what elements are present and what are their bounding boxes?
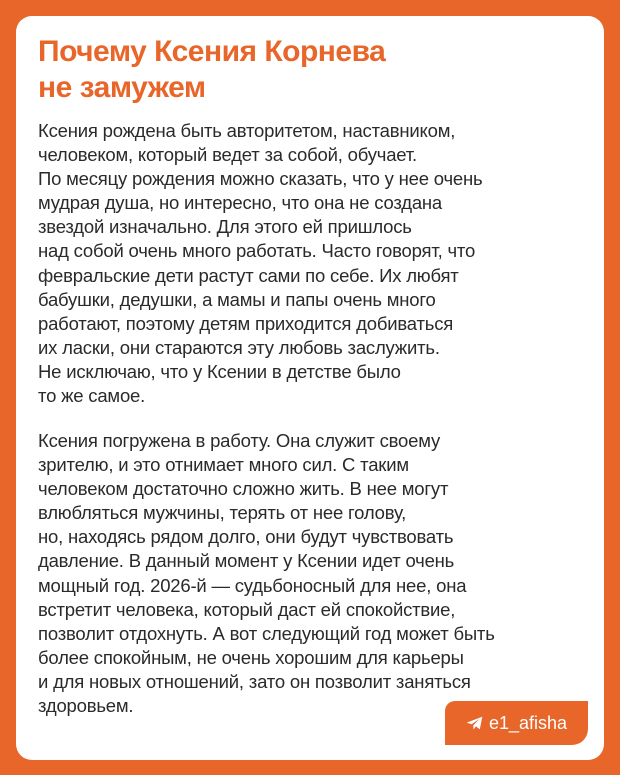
telegram-plane-icon [466,716,483,731]
text-line: то же самое. [38,385,146,407]
text-line: Ксения погружена в работу. Она служит своему [38,430,440,451]
article-card [16,16,604,760]
text-line: работают, поэтому детям приходится добиваться [38,312,454,334]
article-title [38,34,385,106]
title-line: не замужем [38,71,206,104]
text-line: зрителю, и это отнимает много сил. С таким [38,454,409,476]
text-line: влюбляться мужчины, терять от нее голову, [38,502,407,524]
text-line: Не исключаю, что у Ксении в детстве было [38,360,401,382]
text-line: здоровьем. [38,695,134,717]
text-line: давление. В данный момент у Ксении идет очень [38,550,455,572]
telegram-channel-badge[interactable] [445,701,588,745]
text-line: февральские дети растут сами по себе. Их любят [38,264,459,286]
title-line: Почему Ксения Корнева [38,35,386,68]
text-line: встретит человека, который даст ей спокойствие, [38,598,456,620]
text-line: По месяцу рождения можно сказать, что у нее очень [38,168,483,190]
text-line: и для новых отношений, зато он позволит заняться [38,670,471,692]
text-line: мощный год. 2026-й — судьбоносный для нее, она [38,574,467,596]
text-line: звездой изначально. Для этого ей пришлось [38,216,412,238]
text-line: человеком, который ведет за собой, обучает. [38,144,417,166]
paragraph-2 [38,429,495,718]
text-line: позволит отдохнуть. А вот следующий год может быть [38,622,495,644]
text-line: мудрая душа, но интересно, что она не создана [38,192,443,214]
paragraph-1 [38,119,482,408]
text-line: бабушки, дедушки, а мамы и папы очень много [38,288,436,310]
text-line: их ласки, они стараются эту любовь заслужить. [38,336,440,358]
text-line: Ксения рождена быть авторитетом, наставником, [38,120,456,141]
telegram-handle: e1_afisha [488,712,568,733]
text-line: более спокойным, не очень хорошим для карьеры [38,646,464,668]
text-line: над собой очень много работать. Часто говорят, что [38,240,476,262]
text-line: но, находясь рядом долго, они будут чувствовать [38,526,454,548]
text-line: человеком достаточно сложно жить. В нее могут [38,478,449,500]
